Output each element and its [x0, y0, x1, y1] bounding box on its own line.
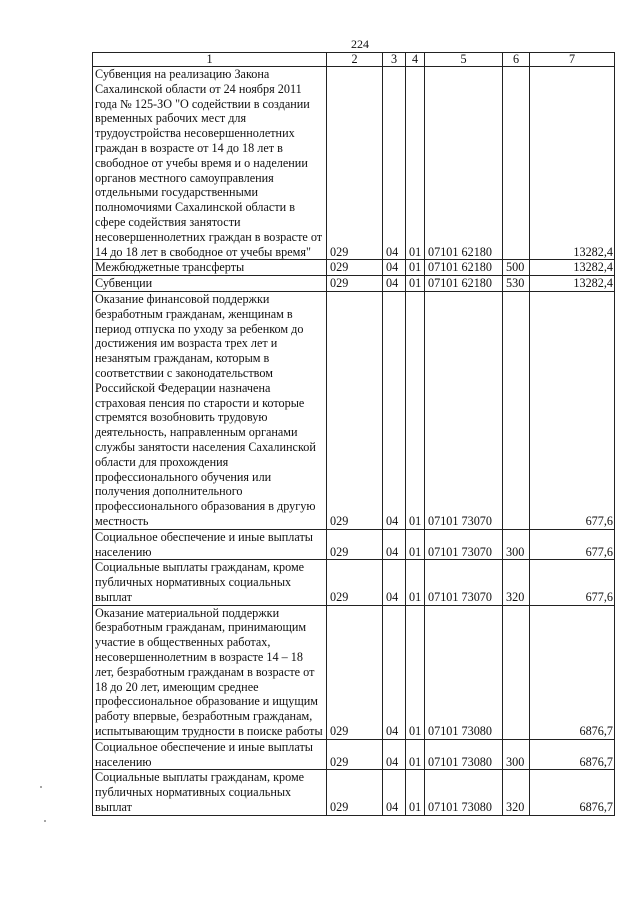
row-code: 029: [327, 291, 383, 529]
row-code: 029: [327, 276, 383, 292]
row-subsection: 01: [406, 560, 425, 605]
row-amount: 6876,7: [530, 770, 615, 815]
row-target: 07101 73080: [425, 770, 503, 815]
table-row: [93, 260, 615, 276]
row-type: 300: [503, 529, 530, 560]
row-description: Социальные выплаты гражданам, кроме публичных нормативных социальных выплат: [93, 560, 327, 605]
row-type: [503, 291, 530, 529]
row-amount: 13282,4: [530, 276, 615, 292]
row-code: 029: [327, 560, 383, 605]
table-row: [93, 770, 615, 815]
row-amount: 677,6: [530, 560, 615, 605]
row-type: [503, 605, 530, 739]
row-code: 029: [327, 67, 383, 260]
page-number: 224: [351, 37, 369, 51]
row-subsection: 01: [406, 291, 425, 529]
row-code: 029: [327, 260, 383, 276]
column-header: 5: [425, 53, 503, 67]
row-section: 04: [383, 739, 406, 770]
column-header: 3: [383, 53, 406, 67]
row-target: 07101 62180: [425, 260, 503, 276]
column-header: 6: [503, 53, 530, 67]
row-subsection: 01: [406, 260, 425, 276]
column-header: 7: [530, 53, 615, 67]
column-number-row: [93, 53, 615, 67]
table-row: [93, 529, 615, 560]
table-row: [93, 276, 615, 292]
row-subsection: 01: [406, 739, 425, 770]
row-amount: 13282,4: [530, 260, 615, 276]
table-row: [93, 605, 615, 739]
row-type: 530: [503, 276, 530, 292]
row-description: Социальное обеспечение и иные выплаты населению: [93, 739, 327, 770]
row-amount: 6876,7: [530, 605, 615, 739]
row-section: 04: [383, 291, 406, 529]
row-target: 07101 73080: [425, 739, 503, 770]
row-code: 029: [327, 770, 383, 815]
row-target: 07101 73070: [425, 291, 503, 529]
row-description: Социальные выплаты гражданам, кроме публичных нормативных социальных выплат: [93, 770, 327, 815]
row-amount: 677,6: [530, 291, 615, 529]
row-target: 07101 62180: [425, 67, 503, 260]
scan-speck: [40, 786, 42, 788]
row-description: Оказание материальной поддержки безработным гражданам, принимающим участие в общественных работах, несовершеннолетним в возрасте 14 – 18 лет, безработным гражданам в возрасте от 18 до 20 лет, имеющим среднее профессиональное образование и ищущим работу впервые, безработным гражданам, испытывающим трудности в поиске работы: [93, 605, 327, 739]
row-subsection: 01: [406, 276, 425, 292]
table-row: [93, 739, 615, 770]
row-target: 07101 73070: [425, 560, 503, 605]
table-row: [93, 291, 615, 529]
row-section: 04: [383, 67, 406, 260]
row-section: 04: [383, 276, 406, 292]
row-description: Субвенция на реализацию Закона Сахалинской области от 24 ноября 2011 года № 125-ЗО "О содействии в создании временных рабочих мест для трудоустройства несовершеннолетних граждан в возрасте от 14 до 18 лет в свободное от учебы время и о наделении органов местного самоуправления отдельными государственными полномочиями Сахалинской области в сфере содействия занятости несовершеннолетних граждан в возрасте от 14 до 18 лет в свободное от учебы время": [93, 67, 327, 260]
row-subsection: 01: [406, 770, 425, 815]
column-header: 1: [93, 53, 327, 67]
row-code: 029: [327, 605, 383, 739]
row-description: Субвенции: [93, 276, 327, 292]
scan-speck: [44, 820, 46, 822]
row-section: 04: [383, 529, 406, 560]
budget-table: [92, 52, 615, 816]
row-code: 029: [327, 739, 383, 770]
column-header: 2: [327, 53, 383, 67]
row-amount: 13282,4: [530, 67, 615, 260]
row-type: [503, 67, 530, 260]
row-type: 320: [503, 560, 530, 605]
row-section: 04: [383, 770, 406, 815]
row-type: 320: [503, 770, 530, 815]
row-subsection: 01: [406, 67, 425, 260]
column-header: 4: [406, 53, 425, 67]
row-amount: 677,6: [530, 529, 615, 560]
table-row: [93, 67, 615, 260]
row-section: 04: [383, 260, 406, 276]
row-code: 029: [327, 529, 383, 560]
row-type: 300: [503, 739, 530, 770]
table-row: [93, 560, 615, 605]
row-target: 07101 73070: [425, 529, 503, 560]
row-amount: 6876,7: [530, 739, 615, 770]
row-subsection: 01: [406, 605, 425, 739]
row-type: 500: [503, 260, 530, 276]
row-section: 04: [383, 560, 406, 605]
row-description: Межбюджетные трансферты: [93, 260, 327, 276]
row-subsection: 01: [406, 529, 425, 560]
row-description: Оказание финансовой поддержки безработным гражданам, женщинам в период отпуска по уходу за ребенком до достижения им возраста трех лет и незанятым гражданам, которым в соответствии с законодательством Российской Федерации назначена страховая пенсия по старости и которые стремятся возобновить трудовую деятельность, направленным органами службы занятости населения Сахалинской области для прохождения профессионального обучения или получения дополнительного профессионального образования в другую местность: [93, 291, 327, 529]
row-description: Социальное обеспечение и иные выплаты населению: [93, 529, 327, 560]
row-section: 04: [383, 605, 406, 739]
row-target: 07101 62180: [425, 276, 503, 292]
row-target: 07101 73080: [425, 605, 503, 739]
